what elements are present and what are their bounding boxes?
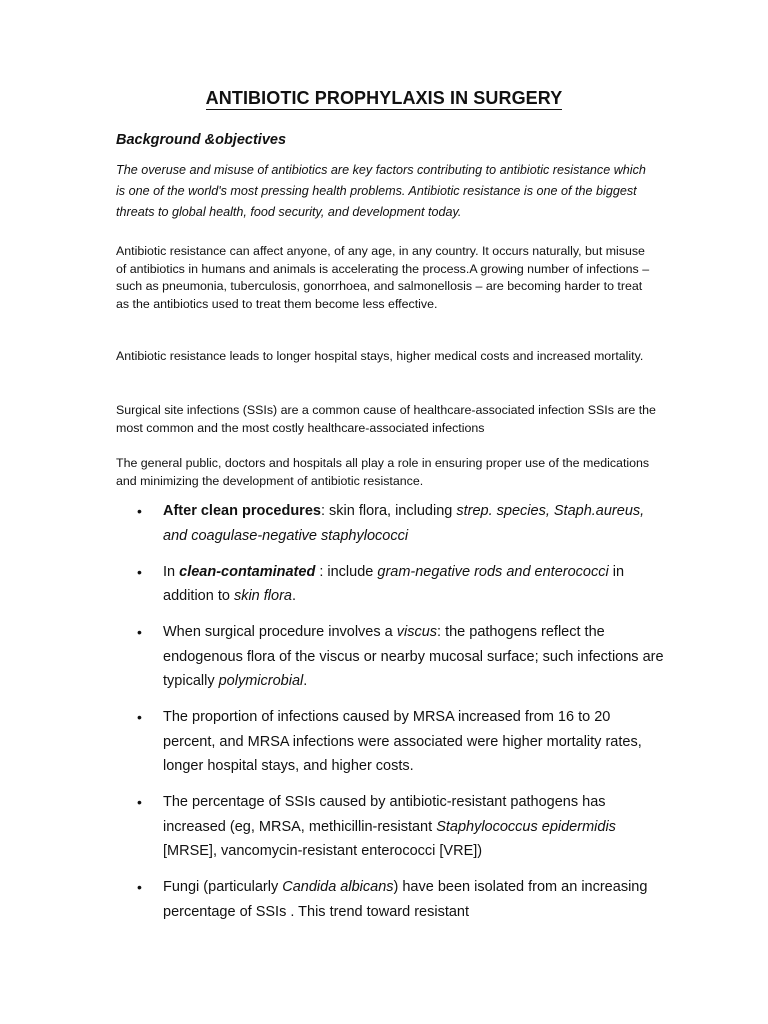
bullet-marker: • bbox=[137, 563, 142, 580]
bullet-marker: • bbox=[137, 503, 142, 519]
document-title bbox=[0, 88, 768, 109]
list-item bbox=[0, 560, 768, 609]
text-run: in addition to bbox=[163, 563, 625, 604]
text-run: [MRSE], vancomycin-resistant enterococci [VRE]) bbox=[163, 843, 483, 859]
text-run: : include bbox=[315, 563, 378, 580]
italic-text: Staphylococcus epidermidis bbox=[436, 818, 616, 835]
bullet-list bbox=[0, 499, 768, 936]
text-run: ) have been isolated from an increasing percentage of SSIs . This trend toward resistant bbox=[163, 879, 648, 920]
bullet-marker: • bbox=[137, 624, 142, 640]
text-run: . bbox=[291, 588, 297, 604]
section-heading: Background &objectives bbox=[116, 132, 287, 148]
paragraph-ssi: Surgical site infections (SSIs) are a common cause of healthcare-associated infection SSIs are the most common and the most costly healthcare-associated infections bbox=[116, 403, 656, 435]
text-run: When surgical procedure involves a bbox=[163, 624, 397, 640]
italic-text: viscus bbox=[396, 624, 438, 640]
italic-text: polymicrobial bbox=[218, 673, 304, 689]
paragraph-resistance-costs: Antibiotic resistance leads to longer hospital stays, higher medical costs and increased mortality. bbox=[116, 349, 644, 363]
intro-paragraph: The overuse and misuse of antibiotics are key factors contributing to antibiotic resistance which is one of the world's most pressing health problems. Antibiotic resistance is one of the biggest threats to global health, food security, and development today. bbox=[116, 163, 646, 219]
list-item bbox=[0, 499, 768, 548]
bullet-marker: • bbox=[137, 709, 142, 725]
text-run: In bbox=[163, 563, 180, 580]
list-item bbox=[0, 620, 768, 694]
italic-text: skin flora bbox=[233, 588, 292, 604]
text-run: The percentage of SSIs caused by antibiotic-resistant pathogens has increased (eg, MRSA, methicillin-resistant bbox=[163, 794, 606, 835]
italic-text: gram-negative rods and enterococci bbox=[377, 563, 609, 580]
italic-text: Candida albicans bbox=[282, 879, 394, 895]
bullet-marker: • bbox=[137, 879, 142, 895]
italic-text: strep. species, Staph.aureus, and coagulase-negative staphylococci bbox=[163, 503, 645, 544]
document-title-text: ANTIBIOTIC PROPHYLAXIS IN SURGERY bbox=[205, 88, 563, 108]
text-run: Fungi (particularly bbox=[163, 879, 283, 895]
list-item bbox=[0, 790, 768, 864]
list-item bbox=[0, 705, 768, 779]
paragraph-resistance-spread: Antibiotic resistance can affect anyone, of any age, in any country. It occurs naturally, but misuse of antibiotics in humans and animals is accelerating the process.A growing number of infections – such as pneumonia, tuberculosis, gonorrhoea, and salmonellosis – are becoming harder to treat as the antibiotics used to treat them become less effective. bbox=[116, 244, 650, 311]
paragraph-public-role: The general public, doctors and hospitals all play a role in ensuring proper use of the medications and minimizing the development of antibiotic resistance. bbox=[116, 456, 650, 488]
text-run: . bbox=[303, 673, 308, 689]
text-run: The proportion of infections caused by MRSA increased from 16 to 20 percent, and MRSA infections were associated were higher mortality rates, longer hospital stays, and higher costs. bbox=[163, 709, 642, 774]
bold-text: After clean procedures bbox=[163, 503, 321, 519]
bullet-marker: • bbox=[137, 794, 142, 810]
list-item bbox=[0, 875, 768, 924]
text-run: : the pathogens reflect the endogenous flora of the viscus or nearby mucosal surface; such infections are typically bbox=[163, 624, 664, 689]
text-run: : skin flora, including bbox=[320, 503, 457, 519]
bold-italic-text: clean-contaminated bbox=[179, 563, 316, 580]
